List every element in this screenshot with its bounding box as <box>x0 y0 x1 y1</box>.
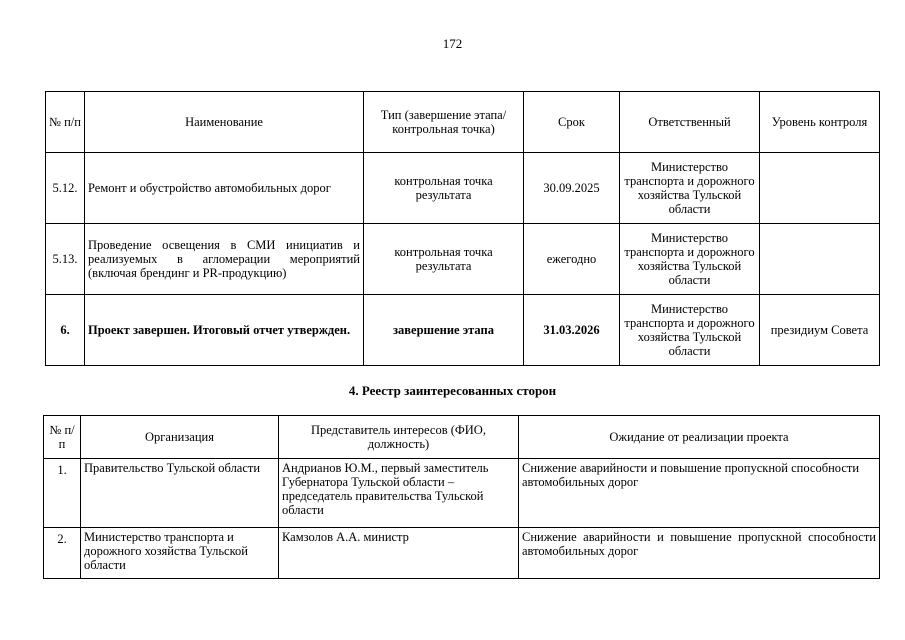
row-type: контрольная точка результата <box>364 153 524 224</box>
row-level <box>760 153 880 224</box>
header-date: Срок <box>524 92 620 153</box>
row-date: 31.03.2026 <box>524 295 620 366</box>
row-num: 6. <box>46 295 85 366</box>
table-row <box>44 459 880 528</box>
row-expect: Снижение аварийности и повышение пропускной способности автомобильных дорог <box>519 528 880 579</box>
row-num: 5.13. <box>46 224 85 295</box>
row-date: 30.09.2025 <box>524 153 620 224</box>
row-level <box>760 224 880 295</box>
header-name: Наименование <box>85 92 364 153</box>
row-rep: Андрианов Ю.М., первый заместитель Губернатора Тульской области – председатель правительства Тульской области <box>279 459 519 528</box>
milestones-table <box>45 91 880 366</box>
row-date: ежегодно <box>524 224 620 295</box>
row-expect: Снижение аварийности и повышение пропускной способности автомобильных дорог <box>519 459 880 528</box>
section-title: 4. Реестр заинтересованных сторон <box>348 383 557 398</box>
row-responsible: Министерство транспорта и дорожного хозяйства Тульской области <box>620 224 760 295</box>
row-responsible: Министерство транспорта и дорожного хозяйства Тульской области <box>620 153 760 224</box>
stakeholders-table <box>43 415 880 579</box>
header-type: Тип (завершение этапа/контрольная точка) <box>364 92 524 153</box>
row-num: 1. <box>44 459 81 528</box>
row-name: Проведение освещения в СМИ инициатив и реализуемых в агломерации мероприятий (включая брендинг и PR-продукцию) <box>85 224 364 295</box>
table-row <box>46 224 880 295</box>
header-level: Уровень контроля <box>760 92 880 153</box>
row-responsible: Министерство транспорта и дорожного хозяйства Тульской области <box>620 295 760 366</box>
header-rep: Представитель интересов (ФИО, должность) <box>279 416 519 459</box>
table-row <box>44 528 880 579</box>
table-header-row <box>46 92 880 153</box>
header-num: № п/п <box>44 416 81 459</box>
row-org: Министерство транспорта и дорожного хозяйства Тульской области <box>81 528 279 579</box>
table-row <box>46 295 880 366</box>
row-num: 5.12. <box>46 153 85 224</box>
header-responsible: Ответственный <box>620 92 760 153</box>
row-org: Правительство Тульской области <box>81 459 279 528</box>
row-rep: Камзолов А.А. министр <box>279 528 519 579</box>
header-num: № п/п <box>46 92 85 153</box>
row-type: завершение этапа <box>364 295 524 366</box>
table-row <box>46 153 880 224</box>
header-expect: Ожидание от реализации проекта <box>519 416 880 459</box>
row-num: 2. <box>44 528 81 579</box>
header-org: Организация <box>81 416 279 459</box>
row-level: президиум Совета <box>760 295 880 366</box>
row-name: Ремонт и обустройство автомобильных дорог <box>85 153 364 224</box>
page-number: 172 <box>442 36 463 51</box>
table-header-row <box>44 416 880 459</box>
row-type: контрольная точка результата <box>364 224 524 295</box>
row-name: Проект завершен. Итоговый отчет утвержден. <box>85 295 364 366</box>
